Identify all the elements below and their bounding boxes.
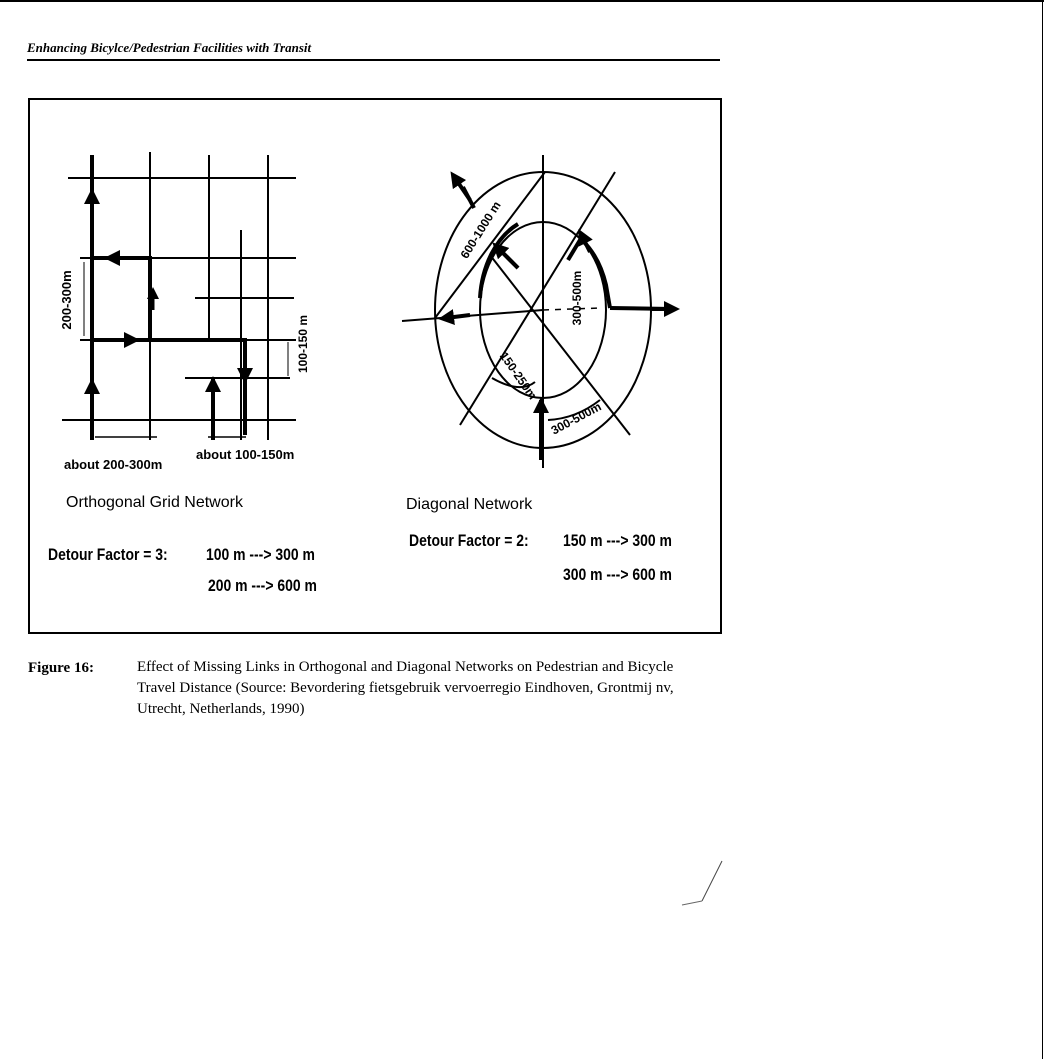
diagonal-street xyxy=(435,172,545,318)
detour-route xyxy=(92,340,245,440)
orthogonal-title: Orthogonal Grid Network xyxy=(66,494,243,511)
running-header: Enhancing Bicylce/Pedestrian Facilities with Transit xyxy=(27,40,312,55)
dim-outer-arc-label: 600-1000 m xyxy=(457,198,504,262)
route-arrow xyxy=(498,248,518,268)
radial-street xyxy=(402,310,543,321)
diagonal-detour-line1: 150 m ---> 300 m xyxy=(563,531,672,550)
diagonal-detour-label: Detour Factor = 2: xyxy=(409,531,529,550)
dim-block-horizontal-label: about 200-300m xyxy=(64,457,163,472)
route-arrow xyxy=(446,315,470,318)
orthogonal-grid xyxy=(62,152,296,440)
scan-mark xyxy=(680,855,730,915)
diagonal-street xyxy=(490,255,630,438)
dim-lower-arc-label: 300-500m xyxy=(548,399,604,438)
detour-route xyxy=(92,258,150,340)
dim-inner-arc-label: 150-250m xyxy=(496,349,540,403)
orthogonal-detour-line1: 100 m ---> 300 m xyxy=(206,545,315,564)
diagonal-network xyxy=(402,155,672,468)
detour-route xyxy=(568,240,580,260)
dim-small-vertical-label: 100-150 m xyxy=(296,314,310,374)
orthogonal-detour-line2: 200 m ---> 600 m xyxy=(208,576,317,595)
route-arrow xyxy=(455,178,470,200)
dim-radius-label: 300-500m xyxy=(570,270,584,326)
diagonal-detour-line2: 300 m ---> 600 m xyxy=(563,565,672,584)
dim-small-horizontal-label: about 100-150m xyxy=(196,447,295,462)
diagonal-title: Diagonal Network xyxy=(406,496,533,513)
dim-block-vertical-label: 200-300m xyxy=(59,270,74,330)
figure-caption-text: Effect of Missing Links in Orthogonal and Diagonal Networks on Pedestrian and Bicycle Travel Distance (Source: Bevordering fietsgebruik vervoerregio Eindhoven, Grontmij nv, Utrecht, Netherlands, 1990) xyxy=(137,659,674,717)
figure-caption-label: Figure 16: xyxy=(28,660,94,676)
orthogonal-detour-label: Detour Factor = 3: xyxy=(48,545,168,564)
